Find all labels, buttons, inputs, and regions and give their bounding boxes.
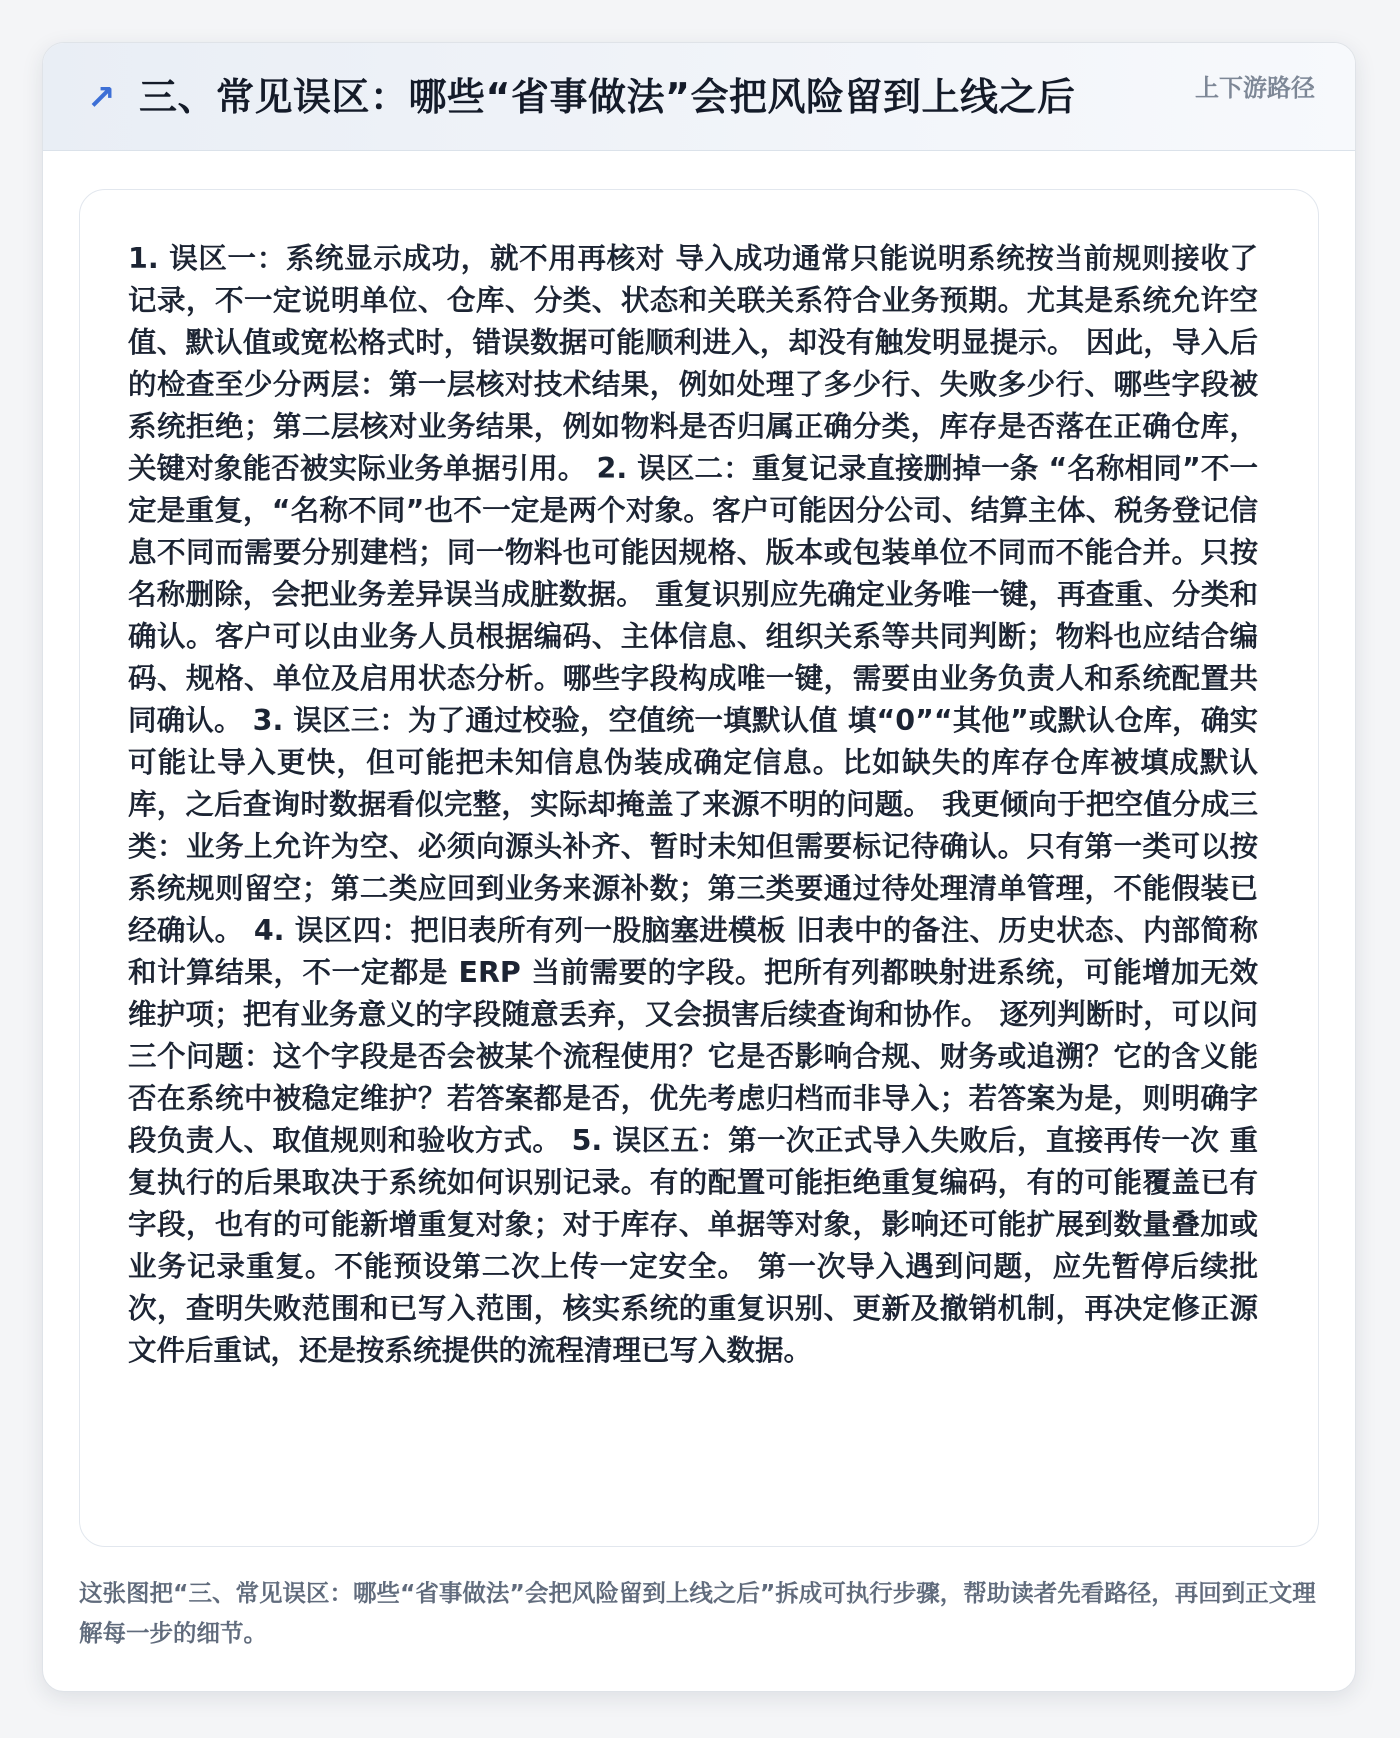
card-header bbox=[43, 43, 1355, 151]
article-card bbox=[42, 42, 1356, 1692]
path-tag: 上下游路径 bbox=[1195, 74, 1315, 102]
section-title: 三、常见误区：哪些“省事做法”会把风险留到上线之后 bbox=[139, 75, 1076, 119]
body-text: 1. 误区一：系统显示成功，就不用再核对 导入成功通常只能说明系统按当前规则接收了记录，不一定说明单位、仓库、分类、状态和关联关系符合业务预期。尤其是系统允许空值、默认值或宽松格式时，错误数据可能顺利进入，却没有触发明显提示。 因此，导入后的检查至少分两层：第一层核对技术结果，例如处理了多少行、失败多少行、哪些字段被系统拒绝；第二层核对业务结果，例如物料是否归属正确分类，库存是否落在正确仓库，关键对象能否被实际业务单据引用。 2. 误区二：重复记录直接删掉一条 “名称相同”不一定是重复，“名称不同”也不一定是两个对象。客户可能因分公司、结算主体、税务登记信息不同而需要分别建档；同一物料也可能因规格、版本或包装单位不同而不能合并。只按名称删除，会把业务差异误当成脏数据。 重复识别应先确定业务唯一键，再查重、分类和确认。客户可以由业务人员根据编码、主体信息、组织关系等共同判断；物料也应结合编码、规格、单位及启用状态分析。哪些字段构成唯一键，需要由业务负责人和系统配置共同确认。 3. 误区三：为了通过校验，空值统一填默认值 填“0”“其他”或默认仓库，确实可能让导入更快，但可能把未知信息伪装成确定信息。比如缺失的库存仓库被填成默认库，之后查询时数据看似完整，实际却掩盖了来源不明的问题。 我更倾向于把空值分成三类：业务上允许为空、必须向源头补齐、暂时未知但需要标记待确认。只有第一类可以按系统规则留空；第二类应回到业务来源补数；第三类要通过待处理清单管理，不能假装已经确认。 4. 误区四：把旧表所有列一股脑塞进模板 旧表中的备注、历史状态、内部简称和计算结果，不一定都是 ERP 当前需要的字段。把所有列都映射进系统，可能增加无效维护项；把有业务意义的字段随意丢弃，又会损害后续查询和协作。 逐列判断时，可以问三个问题：这个字段是否会被某个流程使用？它是否影响合规、财务或追溯？它的含义能否在系统中被稳定维护？若答案都是否，优先考虑归档而非导入；若答案为是，则明确字段负责人、取值规则和验收方式。 5. 误区五：第一次正式导入失败后，直接再传一次 重复执行的后果取决于系统如何识别记录。有的配置可能拒绝重复编码，有的可能覆盖已有字段，也有的可能新增重复对象；对于库存、单据等对象，影响还可能扩展到数量叠加或业务记录重复。不能预设第二次上传一定安全。 第一次导入遇到问题，应先暂停后续批次，查明失败范围和已写入范围，核实系统的重复识别、更新及撤销机制，再决定修正源文件后重试，还是按系统提供的流程清理已写入数据。 bbox=[128, 242, 1258, 1367]
figure-caption: 这张图把“三、常见误区：哪些“省事做法”会把风险留到上线之后”拆成可执行步骤，帮助读者先看路径，再回到正文理解每一步的细节。 bbox=[79, 1579, 1316, 1647]
arrow-up-right-icon: ↗ bbox=[87, 78, 116, 118]
content-panel bbox=[79, 189, 1319, 1547]
